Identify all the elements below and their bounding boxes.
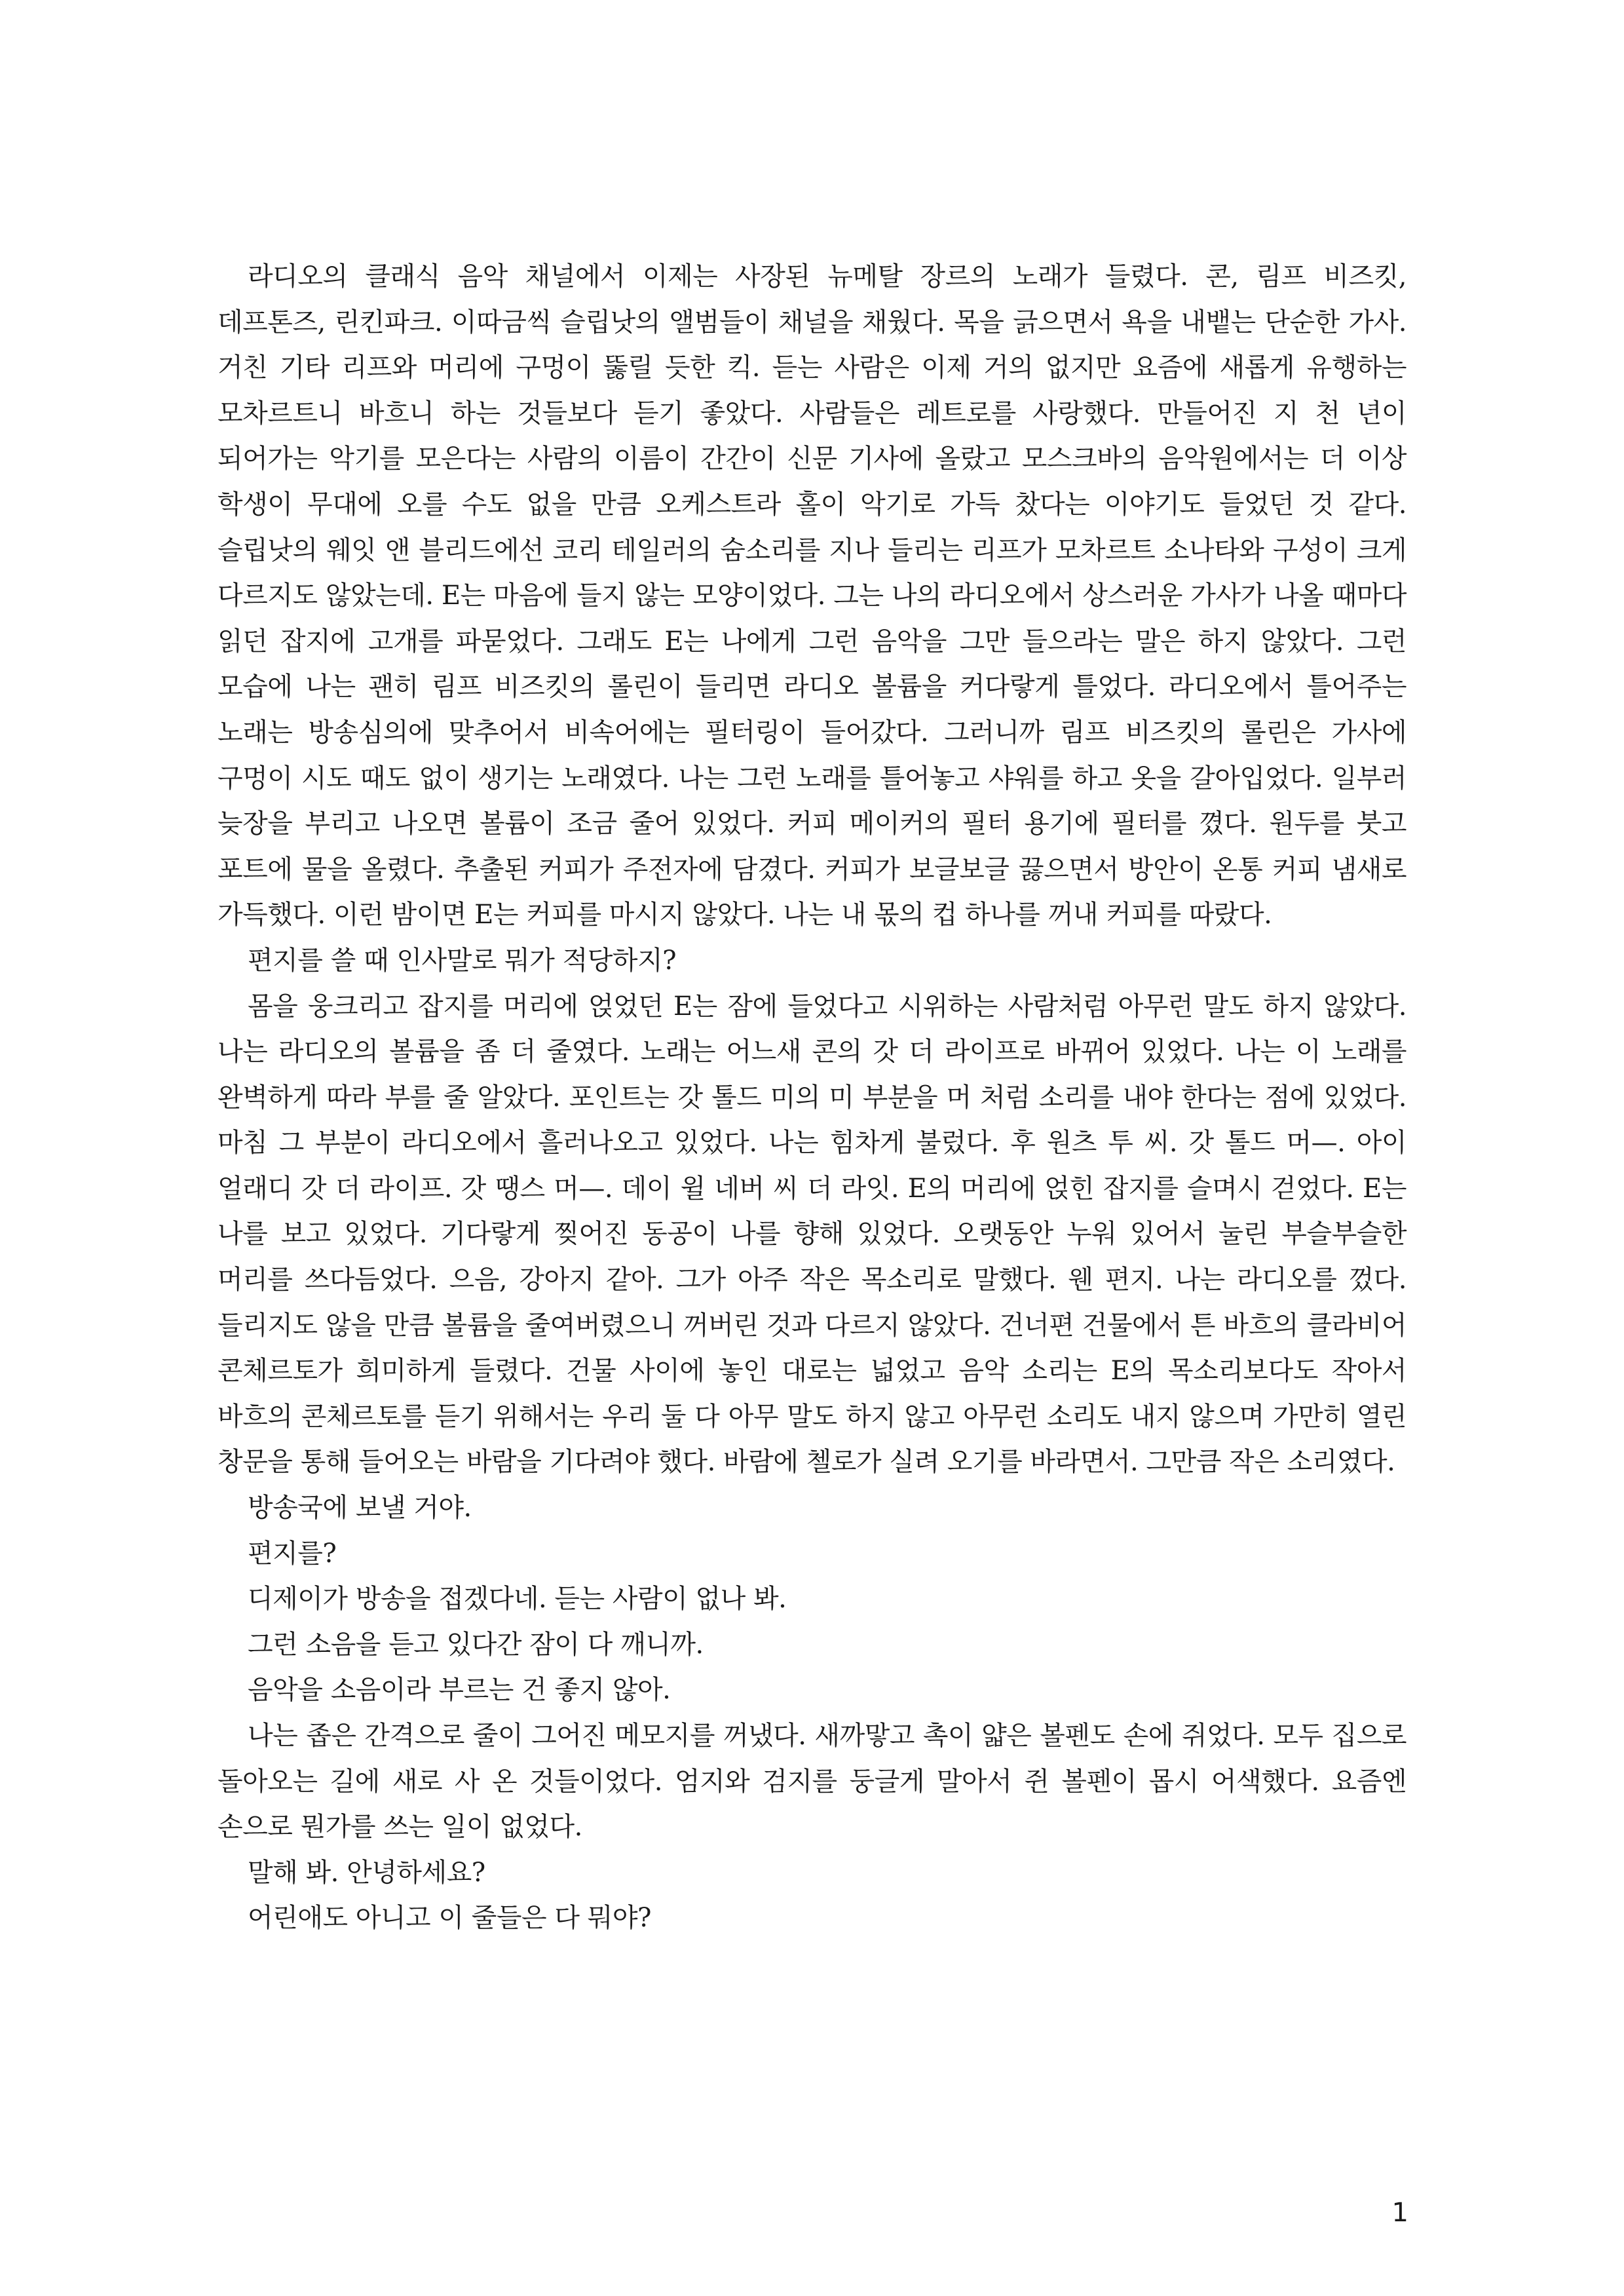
- dialogue-line: 음악을 소음이라 부르는 건 좋지 않아.: [248, 1675, 671, 1706]
- paragraph: 나는 좁은 간격으로 줄이 그어진 메모지를 꺼냈다. 새까맣고 촉이 얇은 볼펜도 손에 쥐었다. 모두 집으로 돌아오는 길에 새로 사 온 것들이었다. 엄지와 검지를 둥글게 말아서 쥔 볼펜이 몹시 어색했다. 요즘엔 손으로 뭔가를 쓰는 일이 없었다.: [217, 1721, 1407, 1843]
- body-text: [217, 254, 1407, 1942]
- dialogue-line: 디제이가 방송을 접겠다네. 듣는 사람이 없나 봐.: [248, 1584, 787, 1615]
- dialogue-line: 어린애도 아니고 이 줄들은 다 뭐야?: [248, 1903, 651, 1934]
- paragraph: 라디오의 클래식 음악 채널에서 이제는 사장된 뉴메탈 장르의 노래가 들렸다. 콘, 림프 비즈킷, 데프톤즈, 린킨파크. 이따금씩 슬립낫의 앨범들이 채널을 채웠다. 목을 긁으면서 욕을 내뱉는 단순한 가사. 거친 기타 리프와 머리에 구멍이 뚫릴 듯한 킥. 듣는 사람은 이제 거의 없지만 요즘에 새롭게 유행하는 모차르트니 바흐니 하는 것들보다 듣기 좋았다. 사람들은 레트로를 사랑했다. 만들어진 지 천 년이 되어가는 악기를 모은다는 사람의 이름이 간간이 신문 기사에 올랐고 모스크바의 음악원에서는 더 이상 학생이 무대에 오를 수도 없을 만큼 오케스트라 홀이 악기로 가득 찼다는 이야기도 들었던 것 같다. 슬립낫의 웨잇 앤 블리드에선 코리 테일러의 숨소리를 지나 들리는 리프가 모차르트 소나타와 구성이 크게 다르지도 않았는데. E는 마음에 들지 않는 모양이었다. 그는 나의 라디오에서 상스러운 가사가 나올 때마다 읽던 잡지에 고개를 파묻었다. 그래도 E는 나에게 그런 음악을 그만 들으라는 말은 하지 않았다. 그런 모습에 나는 괜히 림프 비즈킷의 롤린이 들리면 라디오 볼륨을 커다랗게 틀었다. 라디오에서 틀어주는 노래는 방송심의에 맞추어서 비속어에는 필터링이 들어갔다. 그러니까 림프 비즈킷의 롤린은 가사에 구멍이 시도 때도 없이 생기는 노래였다. 나는 그런 노래를 틀어놓고 샤워를 하고 옷을 갈아입었다. 일부러 늦장을 부리고 나오면 볼륨이 조금 줄어 있었다. 커피 메이커의 필터 용기에 필터를 꼈다. 원두를 붓고 포트에 물을 올렸다. 추출된 커피가 주전자에 담겼다. 커피가 보글보글 끓으면서 방안이 온통 커피 냄새로 가득했다. 이런 밤이면 E는 커피를 마시지 않았다. 나는 내 몫의 컵 하나를 꺼내 커피를 따랐다.: [217, 261, 1407, 930]
- dialogue-line: 방송국에 보낼 거야.: [248, 1493, 472, 1523]
- dialogue-line: 편지를 쓸 때 인사말로 뭐가 적당하지?: [248, 945, 677, 976]
- paragraph: 몸을 웅크리고 잡지를 머리에 얹었던 E는 잠에 들었다고 시위하는 사람처럼 아무런 말도 하지 않았다. 나는 라디오의 볼륨을 좀 더 줄였다. 노래는 어느새 콘의 갓 더 라이프로 바뀌어 있었다. 나는 이 노래를 완벽하게 따라 부를 줄 알았다. 포인트는 갓 톨드 미의 미 부분을 머 처럼 소리를 내야 한다는 점에 있었다. 마침 그 부분이 라디오에서 흘러나오고 있었다. 나는 힘차게 불렀다. 후 원츠 투 씨. 갓 톨드 머—. 아이 얼래디 갓 더 라이프. 갓 땡스 머—. 데이 윌 네버 씨 더 라잇. E의 머리에 얹힌 잡지를 슬며시 걷었다. E는 나를 보고 있었다. 기다랗게 찢어진 동공이 나를 향해 있었다. 오랫동안 누워 있어서 눌린 부슬부슬한 머리를 쓰다듬었다. 으음, 강아지 같아. 그가 아주 작은 목소리로 말했다. 웬 편지. 나는 라디오를 껐다. 들리지도 않을 만큼 볼륨을 줄여버렸으니 꺼버린 것과 다르지 않았다. 건너편 건물에서 튼 바흐의 클라비어 콘체르토가 희미하게 들렸다. 건물 사이에 놓인 대로는 넓었고 음악 소리는 E의 목소리보다도 작아서 바흐의 콘체르토를 듣기 위해서는 우리 둘 다 아무 말도 하지 않고 아무런 소리도 내지 않으며 가만히 열린 창문을 통해 들어오는 바람을 기다려야 했다. 바람에 첼로가 실려 오기를 바라면서. 그만큼 작은 소리였다.: [217, 991, 1407, 1478]
- dialogue-line: 말해 봐. 안녕하세요?: [248, 1857, 485, 1888]
- dialogue-line: 그런 소음을 듣고 있다간 잠이 다 깨니까.: [248, 1629, 704, 1660]
- page-number: 1: [1391, 2198, 1408, 2228]
- dialogue-line: 편지를?: [248, 1538, 337, 1569]
